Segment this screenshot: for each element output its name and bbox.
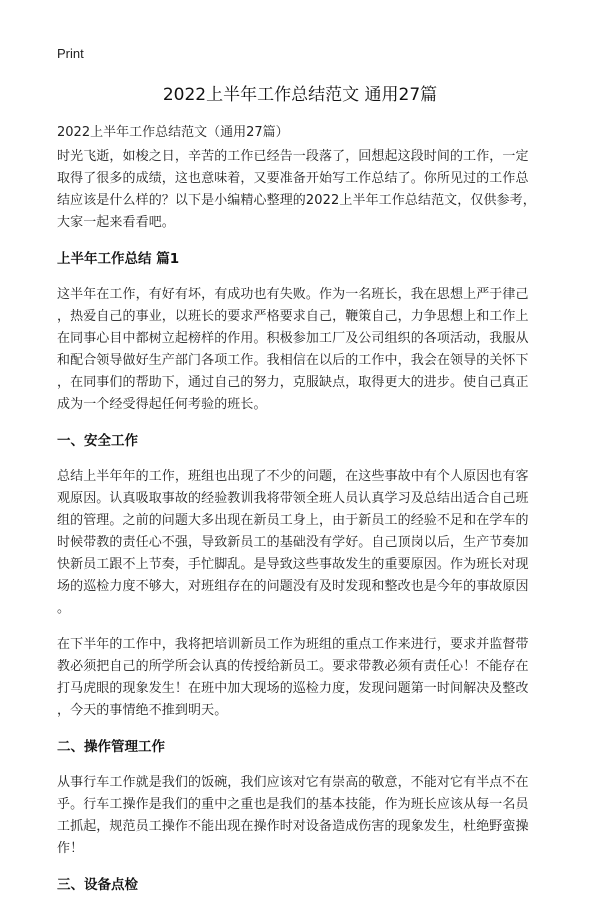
paragraph-line: 时光飞逝，如梭之日，辛苦的工作已经告一段落了，回想起这段时间的工作，一定 <box>57 149 529 164</box>
paragraph-line: 时候带教的责任心不强，导致新员工的基础没有学好。自己顶岗以后，生产节奏加 <box>57 535 529 550</box>
paragraph-line: 取得了很多的成绩，这也意味着，又要准备开始写工作总结了。你所见过的工作总 <box>57 171 529 186</box>
document-title: 2022上半年工作总结范文 通用27篇 <box>162 85 438 105</box>
section1-paragraph <box>57 284 547 416</box>
paragraph-line: 结应该是什么样的？以下是小编精心整理的2022上半年工作总结范文，仅供参考， <box>57 193 536 208</box>
paragraph-line: 和配合领导做好生产部门各项工作。我相信在以后的工作中，我会在领导的关怀下 <box>57 353 529 368</box>
document-body <box>57 146 547 910</box>
safety-heading: 一、安全工作 <box>57 433 138 449</box>
paragraph-line: 观原因。认真吸取事故的经验教训我将带领全班人员认真学习及总结出适合自己班 <box>57 491 529 506</box>
paragraph-line: 。 <box>57 601 71 616</box>
paragraph-line: 教必须把自己的所学所会认真的传授给新员工。要求带教必须有责任心！不能存在 <box>57 659 529 674</box>
paragraph-line: 大家一起来看看吧。 <box>57 215 175 230</box>
section-heading-1: 上半年工作总结 篇1 <box>57 251 180 267</box>
safety-paragraph-1 <box>57 466 547 620</box>
paragraph-line: 打马虎眼的现象发生！在班中加大现场的巡检力度，发现问题第一时间解决及整改 <box>57 681 529 696</box>
print-link[interactable]: Print <box>57 46 84 61</box>
paragraph-line: 作！ <box>57 841 84 856</box>
paragraph-line: 工抓起，规范员工操作不能出现在操作时对设备造成伤害的现象发生，杜绝野蛮操 <box>57 819 529 834</box>
paragraph-line: 场的巡检力度不够大，对班组存在的问题没有及时发现和整改也是今年的事故原因 <box>57 579 529 594</box>
operations-heading: 二、操作管理工作 <box>57 739 165 755</box>
paragraph-line: 成为一个经受得起任何考验的班长。 <box>57 397 267 412</box>
document-subtitle: 2022上半年工作总结范文（通用27篇） <box>57 125 289 140</box>
paragraph-line: 从事行车工作就是我们的饭碗，我们应该对它有崇高的敬意，不能对它有半点不在 <box>57 775 529 790</box>
paragraph-line: 在下半年的工作中，我将把培训新员工作为班组的重点工作来进行，要求并监督带 <box>57 637 529 652</box>
operations-paragraph <box>57 772 547 860</box>
paragraph-line: 这半年在工作，有好有坏，有成功也有失败。作为一名班长，我在思想上严于律己 <box>57 287 529 302</box>
paragraph-line: 在同事心目中都树立起榜样的作用。积极参加工厂及公司组织的各项活动，我服从 <box>57 331 529 346</box>
paragraph-line: 快新员工跟不上节奏，手忙脚乱。是导致这些事故发生的重要原因。作为班长对现 <box>57 557 529 572</box>
paragraph-line: ，今天的事情绝不推到明天。 <box>57 703 228 718</box>
paragraph-line: ，在同事们的帮助下，通过自己的努力，克服缺点，取得更大的进步。使自己真正 <box>57 375 529 390</box>
paragraph-line: 总结上半年年的工作，班组也出现了不少的问题，在这些事故中有个人原因也有客 <box>57 469 529 484</box>
equipment-heading: 三、设备点检 <box>57 877 138 893</box>
paragraph-line: ，热爱自己的事业，以班长的要求严格要求自己，鞭策自己，力争思想上和工作上 <box>57 309 529 324</box>
paragraph-line: 组的管理。之前的问题大多出现在新员工身上，由于新员工的经验不足和在学车的 <box>57 513 529 528</box>
paragraph-line: 乎。行车工操作是我们的重中之重也是我们的基本技能，作为班长应该从每一名员 <box>57 797 529 812</box>
safety-paragraph-2 <box>57 634 547 722</box>
intro-paragraph <box>57 146 547 234</box>
